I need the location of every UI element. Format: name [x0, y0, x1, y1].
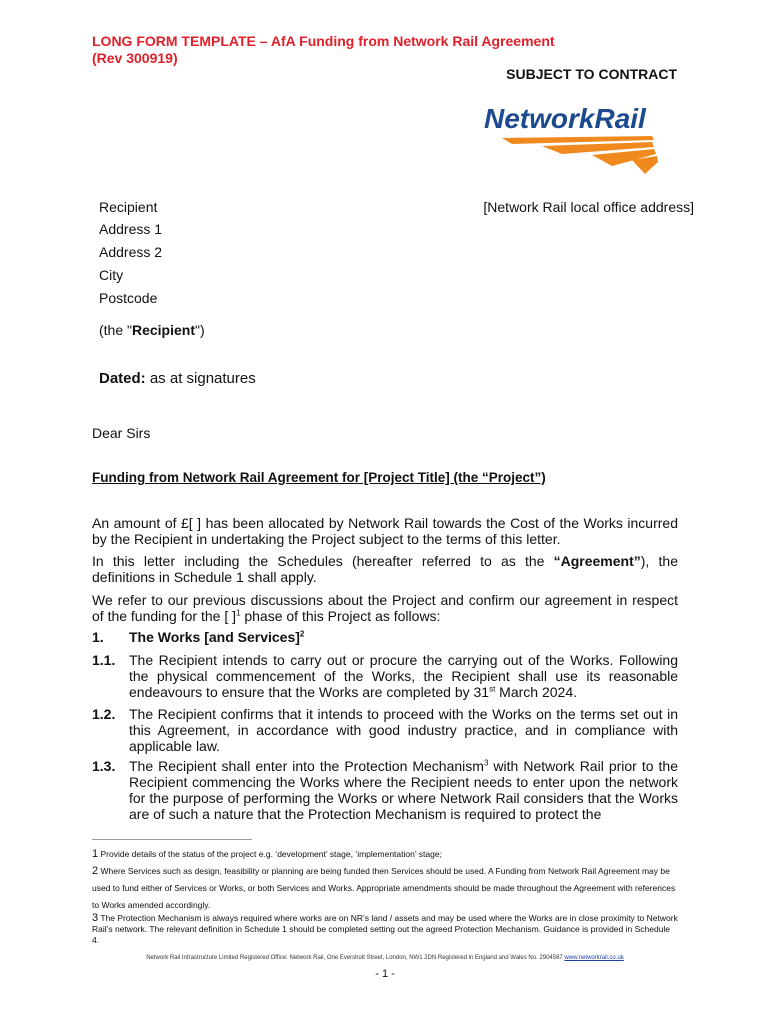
clause-1-1-sup: st — [489, 684, 496, 694]
clause-1-1-text — [129, 652, 678, 700]
recipient-line-4: City — [99, 267, 124, 283]
section-1-title — [129, 629, 678, 645]
clause-1-2-number: 1.2. — [92, 706, 116, 722]
clause-1-1-post: March 2024. — [495, 684, 578, 700]
para3-pre: We refer to our previous discussions about the Project and confirm our agreement in respect of the funding for the [ ] — [92, 592, 678, 624]
footnote-ref-3: 3 — [483, 758, 489, 768]
network-rail-logo — [482, 100, 662, 175]
footer-website-link[interactable]: www.networkrail.co.uk — [564, 955, 624, 961]
paragraph-discussions — [92, 592, 678, 624]
paragraph-amount: An amount of £[ ] has been allocated by Network Rail towards the Cost of the Works incurred by the Recipient in undertaking the Project subject to the terms of this letter. — [92, 515, 678, 547]
recipient-def-post: ") — [195, 322, 205, 338]
clause-1-2-text: The Recipient confirms that it intends to proceed with the Works on the terms set out in this Agreement, in accordance with good industry practice, and in compliance with applicable law. — [129, 706, 678, 754]
footnote-3 — [92, 913, 678, 946]
recipient-line-5: Postcode — [99, 290, 158, 306]
recipient-line-1: Recipient — [99, 199, 158, 215]
clause-1-3-post: with Network Rail prior to the Recipient commencing the Works where the Recipient needs to enter upon the network for the purpose of performing the Works or where Network Rail considers that the Works are of such a nature that the Protection Mechanism is required to protect the — [129, 758, 678, 822]
recipient-def-pre: (the " — [99, 322, 132, 338]
footnote-2 — [92, 863, 678, 914]
para3-post: phase of this Project as follows: — [240, 608, 441, 624]
footnote-1 — [92, 848, 678, 860]
subject-to-contract: SUBJECT TO CONTRACT — [506, 66, 677, 82]
paragraph-definitions — [92, 553, 678, 585]
salutation: Dear Sirs — [92, 425, 151, 441]
recipient-definition — [99, 322, 205, 338]
footer-text: Network Rail Infrastructure Limited Registered Office: Network Rail, One Eversholt Street, London, NW1 2DN Registered in England and Wales No. 2904587 — [146, 955, 565, 961]
recipient-line-3: Address 2 — [99, 244, 163, 260]
section-1-number: 1. — [92, 629, 104, 645]
footnote-1-text: Provide details of the status of the project e.g. ‘development’ stage, ‘implementation’ stage; — [98, 849, 442, 859]
para2-post: ), the definitions in Schedule 1 shall apply. — [92, 553, 678, 585]
footnote-1-number: 1 — [92, 848, 99, 860]
recipient-def-bold: Recipient — [131, 322, 195, 338]
clause-1-3-pre: The Recipient shall enter into the Protection Mechanism — [129, 758, 484, 774]
letter-heading: Funding from Network Rail Agreement for [Project Title] (the “Project”) — [92, 470, 546, 485]
para2-pre: In this letter including the Schedules (hereafter referred to as the — [92, 553, 554, 569]
clause-1-1-pre: The Recipient intends to carry out or procure the carrying out of the Works. Following the physical commencement of the Works, the Recipient shall use its reasonable endeavours to ensure that the Works are completed by 31 — [129, 652, 678, 700]
clause-1-3-number: 1.3. — [92, 758, 116, 774]
footnote-3-number: 3 — [92, 912, 99, 924]
clause-1-3-text — [129, 758, 678, 822]
dated-label: Dated: — [99, 370, 146, 387]
template-title-line2: (Rev 300919) — [92, 50, 178, 66]
logo-wordmark: NetworkRail — [484, 103, 646, 134]
para2-bold: “Agreement” — [553, 553, 641, 569]
footnote-3-text: The Protection Mechanism is always required where works are on NR’s land / assets and may be used where the Works are in close proximity to Network Rail’s network. The relevant definition in Schedule 1 should be completed setting out the agreed Protection Mechanism. Guidance is provided in Schedule 4. — [92, 913, 678, 945]
footnote-divider — [92, 839, 252, 840]
footnote-2-text: Where Services such as design, feasibility or planning are being funded then Services should be used. A Funding from Network Rail Agreement may be used to fund either of Services or Works, or both Services and Works. Appropriate amendments should be made throughout the Agreement with references to Works amended accordingly. — [92, 866, 676, 910]
section-1-title-text: The Works [and Services] — [129, 629, 300, 645]
page-footer — [0, 955, 770, 961]
footnote-2-number: 2 — [92, 865, 99, 877]
dated-value: as at signatures — [145, 370, 256, 387]
clause-1-1-number: 1.1. — [92, 652, 116, 668]
recipient-line-2: Address 1 — [99, 221, 163, 237]
dated-line — [99, 370, 256, 387]
page-number: - 1 - — [375, 968, 395, 980]
footnote-ref-1: 1 — [236, 608, 241, 618]
template-title — [92, 33, 555, 67]
office-address: [Network Rail local office address] — [483, 199, 694, 215]
footnote-ref-2: 2 — [299, 629, 305, 639]
template-title-line1: LONG FORM TEMPLATE – AfA Funding from Network Rail Agreement — [92, 33, 555, 49]
